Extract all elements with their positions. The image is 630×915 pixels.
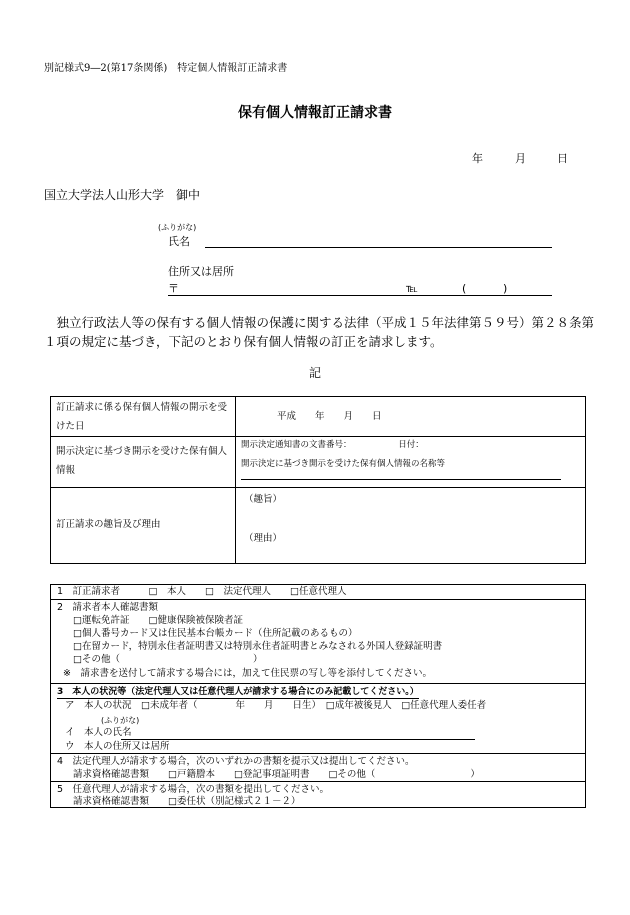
- tel-paren-open: (: [462, 282, 467, 295]
- id-doc-option-1[interactable]: □運転免許証 □健康保険被保険者証: [73, 615, 243, 626]
- name-label: 氏名: [168, 235, 190, 248]
- id-doc-option-other[interactable]: □その他（ ）: [73, 654, 263, 665]
- id-doc-option-2[interactable]: □個人番号カード又は住民基本台帳カード（住所記載のあるもの）: [73, 628, 358, 639]
- legal-agent-doc-options[interactable]: 請求資格確認書類 □戸籍謄本 □登記事項証明書 □その他（ ）: [73, 769, 480, 780]
- section-5: [51, 781, 585, 807]
- purpose-reason-label: 訂正請求の趣旨及び理由: [56, 519, 161, 530]
- principal-status-options[interactable]: ア 本人の状況 □未成年者（ 年 月 日生） □成年被後見人 □任意代理人委任者: [65, 700, 487, 711]
- section-4: [51, 753, 585, 781]
- postal-mark: 〒: [168, 282, 179, 295]
- principal-status-title: 3 本人の状況等（法定代理人又は任意代理人が請求する場合にのみ記載してください。）: [57, 687, 419, 697]
- tel-label: ℡: [406, 282, 418, 295]
- notice-doc-number[interactable]: 開示決定通知書の文書番号： 日付：: [241, 440, 424, 450]
- requester-info-table: [50, 584, 586, 808]
- address-label: 住所又は居所: [168, 265, 234, 278]
- address-field[interactable]: [168, 295, 552, 296]
- disclosure-date-label: 訂正請求に係る保有個人情報の開示を受けた日: [56, 402, 228, 432]
- name-furigana: (ふりがな): [158, 223, 197, 232]
- principal-address-label: ウ 本人の住所又は居所: [65, 741, 170, 752]
- principal-name-label: イ 本人の氏名: [65, 727, 132, 738]
- ki-heading: 記: [308, 366, 321, 380]
- name-field[interactable]: [205, 247, 552, 248]
- principal-name-field[interactable]: [121, 739, 475, 740]
- purpose-field[interactable]: （趣旨）: [244, 494, 283, 505]
- id-doc-title: 2 請求者本人確認書類: [57, 602, 159, 613]
- legal-agent-instruction: 4 法定代理人が請求する場合，次のいずれかの書類を提示又は提出してください。: [57, 756, 415, 767]
- request-details-table: [50, 396, 586, 564]
- section-2: [51, 599, 585, 683]
- requester-type[interactable]: 1 訂正請求者 □ 本人 □ 法定代理人 □任意代理人: [57, 586, 347, 597]
- voluntary-agent-doc-options[interactable]: 請求資格確認書類 □委任状（別記様式２１－２）: [73, 796, 301, 807]
- disclosed-info-label: 開示決定に基づき開示を受けた保有個人情報: [56, 446, 228, 476]
- page-title: 保有個人情報訂正請求書: [238, 105, 392, 121]
- id-doc-note: ※ 請求書を送付して請求する場合には，加えて住民票の写し等を添付してください。: [63, 668, 432, 679]
- date-day: 日: [557, 152, 568, 165]
- reason-field[interactable]: （理由）: [244, 533, 283, 544]
- addressee: 国立大学法人山形大学 御中: [44, 188, 201, 202]
- intro-text: 独立行政法人等の保有する個人情報の保護に関する法律（平成１５年法律第５９号）第２８条第１項の規定に基づき，下記のとおり保有個人情報の訂正を請求します。: [44, 315, 595, 349]
- disclosed-info-line: [241, 479, 561, 480]
- voluntary-agent-instruction: 5 任意代理人が請求する場合，次の書類を提出してください。: [57, 784, 330, 795]
- id-doc-option-3[interactable]: □在留カード，特別永住者証明書又は特別永住者証明書とみなされる外国人登録証明書: [73, 641, 443, 652]
- form-label: 別記様式9―2(第17条関係) 特定個人情報訂正請求書: [44, 63, 288, 74]
- date-month: 月: [515, 152, 526, 165]
- disclosed-info-name[interactable]: 開示決定に基づき開示を受けた保有個人情報の名称等: [241, 459, 446, 469]
- section-3: [51, 683, 585, 753]
- tel-paren-close: ): [503, 282, 508, 295]
- section-1: [51, 585, 585, 599]
- date-year: 年: [472, 152, 483, 165]
- disclosure-date-field[interactable]: 平成 年 月 日: [277, 411, 382, 422]
- principal-name-furigana: (ふりがな): [101, 716, 140, 725]
